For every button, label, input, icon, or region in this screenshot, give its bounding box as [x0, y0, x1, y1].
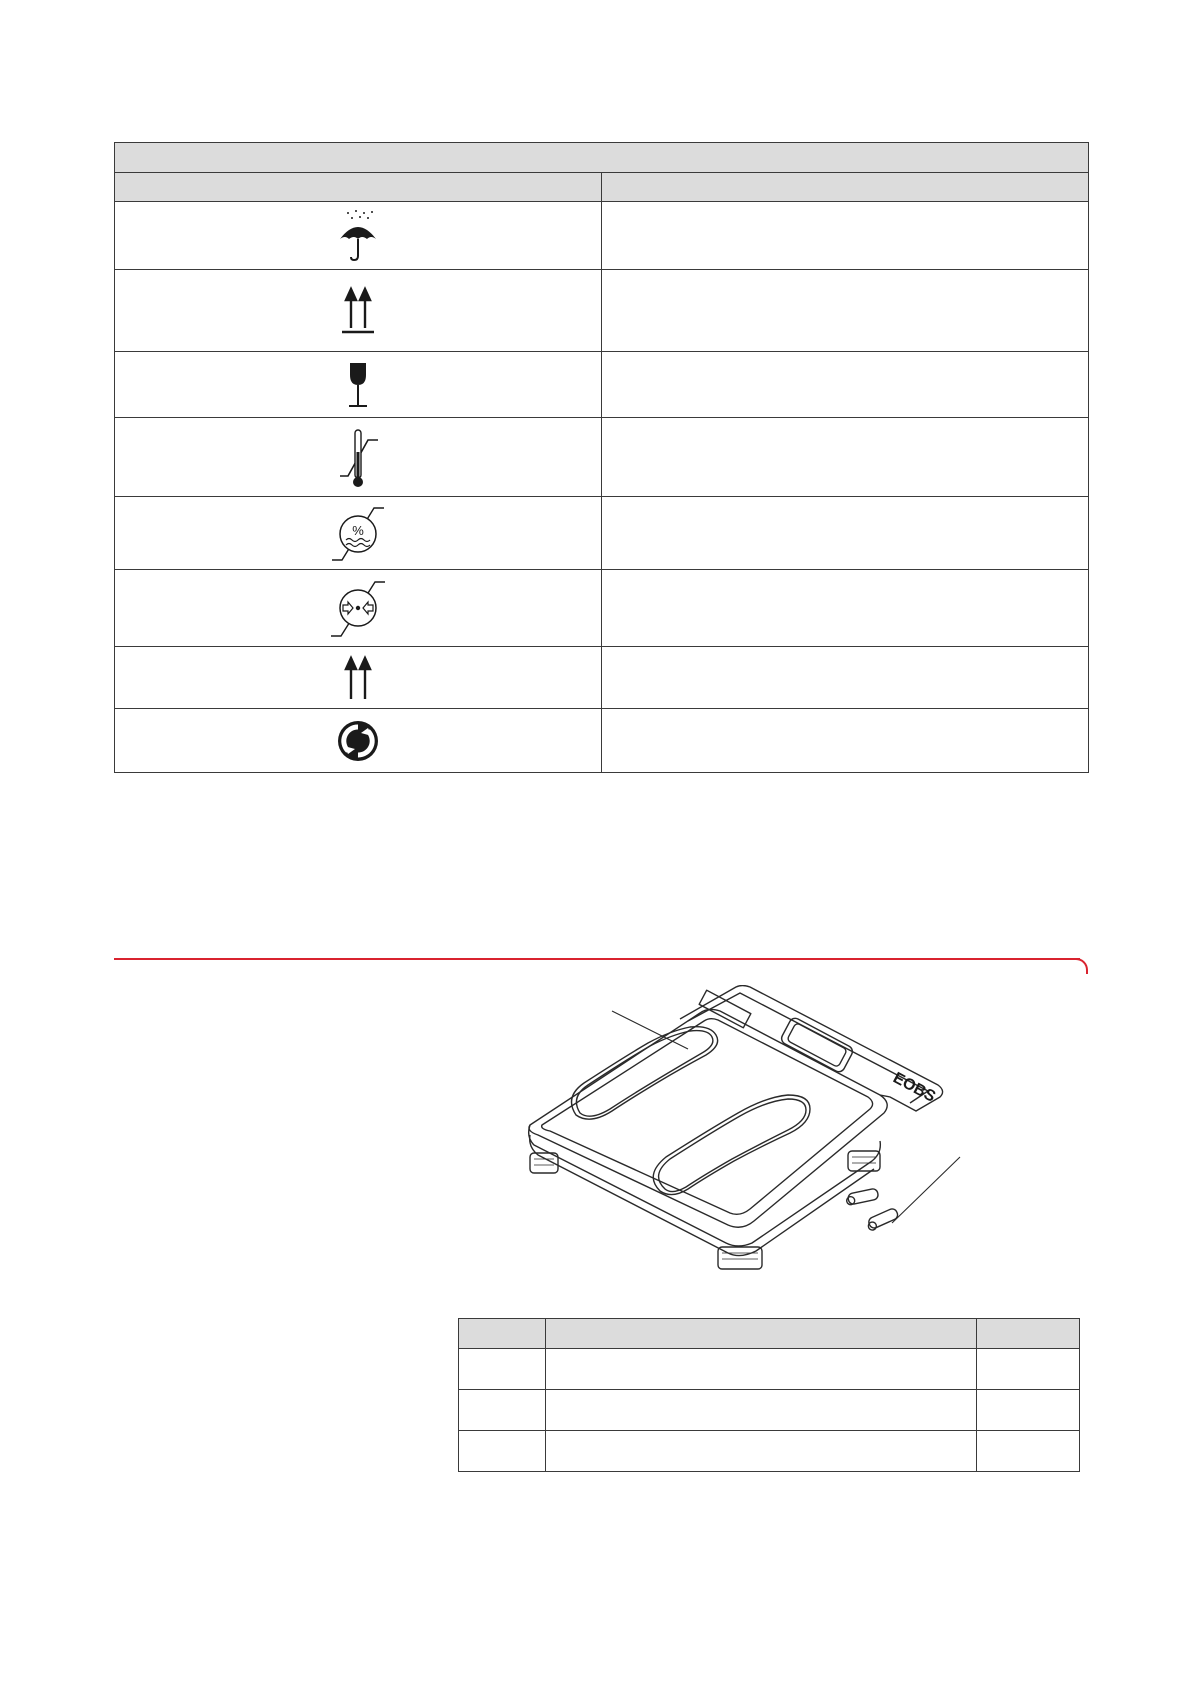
table-row [459, 1390, 1080, 1431]
parts-cell [977, 1349, 1080, 1390]
symbol-cell [115, 570, 602, 647]
symbol-cell [115, 202, 602, 270]
green-dot-recycling-icon [336, 719, 380, 763]
symbol-cell [115, 647, 602, 709]
parts-cell [459, 1349, 546, 1390]
parts-cell [459, 1431, 546, 1472]
parts-table-header-position [459, 1319, 546, 1349]
symbols-table-header-description [602, 173, 1089, 202]
table-row [459, 1349, 1080, 1390]
symbol-description [602, 418, 1089, 497]
svg-text:%: % [352, 523, 364, 538]
symbol-cell [115, 497, 602, 570]
parts-table-header-quantity [977, 1319, 1080, 1349]
symbols-table [114, 142, 1089, 773]
brand-logo-text: EOBS [890, 1069, 939, 1106]
table-row [115, 709, 1089, 773]
temperature-limit-icon [336, 424, 380, 490]
table-row [115, 352, 1089, 418]
symbol-description [602, 497, 1089, 570]
symbol-cell [115, 270, 602, 352]
table-row [115, 647, 1089, 709]
parts-cell [977, 1390, 1080, 1431]
parts-table-header-row [459, 1319, 1080, 1349]
parts-cell [546, 1390, 977, 1431]
humidity-limit-icon [330, 502, 386, 564]
symbol-description [602, 202, 1089, 270]
symbols-table-title-row [115, 143, 1089, 173]
table-row [115, 418, 1089, 497]
table-row [459, 1431, 1080, 1472]
bathroom-scale-illustration [520, 985, 1020, 1285]
symbol-description [602, 270, 1089, 352]
symbol-description [602, 352, 1089, 418]
symbol-description [602, 647, 1089, 709]
parts-cell [459, 1390, 546, 1431]
air-pressure-limit-icon [329, 576, 387, 640]
symbols-table-title [115, 143, 1089, 173]
table-row [115, 497, 1089, 570]
symbol-description [602, 570, 1089, 647]
symbols-table-header-symbol [115, 173, 602, 202]
symbols-table-header-row [115, 173, 1089, 202]
parts-table-header-designation [546, 1319, 977, 1349]
this-way-up-arrows-frame-icon [338, 286, 378, 336]
parts-table [458, 1318, 1080, 1472]
table-row [115, 570, 1089, 647]
parts-cell [546, 1349, 977, 1390]
this-way-up-arrows-icon [338, 655, 378, 701]
keep-dry-umbrella-icon [334, 209, 382, 263]
parts-cell [546, 1431, 977, 1472]
symbol-cell [115, 352, 602, 418]
section-header-corner [1074, 958, 1088, 974]
symbol-description [602, 709, 1089, 773]
table-row [115, 202, 1089, 270]
section-header-rule [114, 958, 1080, 960]
parts-cell [977, 1431, 1080, 1472]
symbol-cell [115, 418, 602, 497]
table-row [115, 270, 1089, 352]
symbol-cell [115, 709, 602, 773]
fragile-glass-icon [343, 360, 373, 410]
